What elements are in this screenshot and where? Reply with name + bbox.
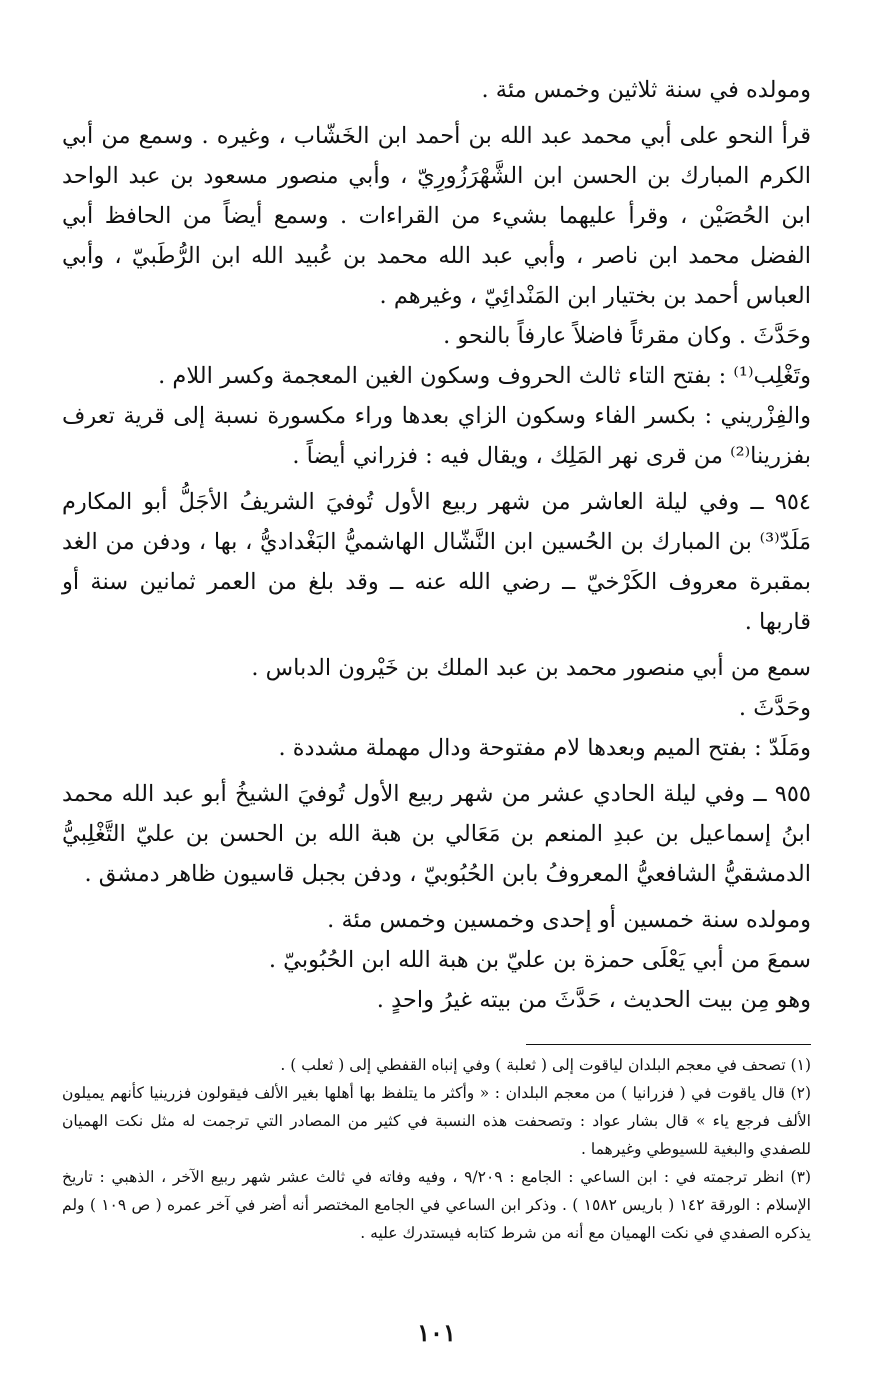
main-text [62, 70, 811, 1020]
paragraph-birth-955: ومولده سنة خمسين أو إحدى وخمسين وخمس مئة . [327, 907, 811, 933]
entry-955: ٩٥٥ ــ وفي ليلة الحادي عشر من شهر ربيع الأول تُوفيَ الشيخُ أبو عبد الله محمد ابنُ إسماعيل بن عبدِ المنعم بن مَعَالي بن هبة الله بن الحسن بن عليّ التَّغْلِبيُّ الدمشقيُّ الشافعيُّ المعروفُ بابن الحُبُوبيّ ، ودفن بجبل قاسيون ظاهر دمشق . [62, 781, 811, 887]
paragraph-malad: ومَلَدّ : بفتح الميم وبعدها لام مفتوحة ودال مهملة مشددة . [278, 735, 811, 761]
paragraph-heard-954: سمع من أبي منصور محمد بن عبد الملك بن خَيْرون الدباس . [251, 655, 811, 681]
paragraph-heard-955: سمعَ من أبي يَعْلَى حمزة بن عليّ بن هبة الله ابن الحُبُوبيّ . [268, 947, 811, 973]
paragraph-teachers: قرأ النحو على أبي محمد عبد الله بن أحمد ابن الخَشّاب ، وغيره . وسمع من أبي الكرم المبارك بن الحسن ابن الشَّهْرَزُورِيّ ، وأبي منصور مسعود بن عبد الواحد ابن الحُصَيْن ، وقرأ عليهما بشيء من القراءات . وسمع أيضاً من الحافظ أبي الفضل محمد ابن ناصر ، وأبي عبد الله محمد بن عُبيد الله ابن الرُّطَبيّ ، وأبي العباس أحمد بن بختيار ابن المَنْدائِيّ ، وغيرهم . [62, 123, 811, 309]
paragraph-birth: ومولده في سنة ثلاثين وخمس مئة . [481, 77, 811, 103]
entry-954: ٩٥٤ ــ وفي ليلة العاشر من شهر ربيع الأول تُوفيَ الشريفُ الأجَلُّ أبو المكارم مَلَدّ⁽³⁾ بن المبارك بن الحُسين ابن النَّشّال الهاشميُّ البَغْداديُّ ، بها ، ودفن من الغد بمقبرة معروف الكَرْخيّ ــ رضي الله عنه ــ وقد بلغ من العمر ثمانين سنة أو قاربها . [62, 489, 811, 635]
footnote-2: (٢) قال ياقوت في ( فزرانيا ) من معجم البلدان : « وأكثر ما يتلفظ بها أهلها بغير الألف فيقولون فزرينيا كأنهم يميلون الألف فرجع ياء » قال بشار عواد : وتصحفت هذه النسبة في كثير من المصادر التي ترجمت له مثل نكت الهميان للصفدي والبغية للسيوطي وغيرهما . [62, 1084, 811, 1158]
footnote-divider [526, 1044, 811, 1045]
paragraph-taghlib: وتَغْلِب⁽¹⁾ : بفتح التاء ثالث الحروف وسكون الغين المعجمة وكسر اللام . [158, 363, 811, 389]
paragraph-narrated-954: وحَدَّثَ . [738, 695, 811, 721]
footnote-1: (١) تصحف في معجم البلدان لياقوت إلى ( ثعلبة ) وفي إنباه القفطي إلى ( ثعلب ) . [280, 1056, 811, 1074]
page-number: ١٠١ [417, 1318, 456, 1347]
paragraph-fizrini: والفِزْريني : بكسر الفاء وسكون الزاي بعدها وراء مكسورة نسبة إلى قرية تعرف بفزرينا⁽²⁾ من قرى نهر المَلِك ، ويقال فيه : فزراني أيضاً . [62, 403, 811, 469]
paragraph-house-955: وهو مِن بيت الحديث ، حَدَّثَ من بيته غيرُ واحدٍ . [376, 987, 811, 1013]
footnotes [62, 1051, 811, 1247]
paragraph-narrated: وحَدَّثَ . وكان مقرئاً فاضلاً عارفاً بالنحو . [443, 323, 811, 349]
footnote-3: (٣) انظر ترجمته في : ابن الساعي : الجامع : ٩/٢٠٩ ، وفيه وفاته في ثالث عشر شهر ربيع الآخر ، الذهبي : تاريخ الإسلام : الورقة ١٤٢ ( باريس ١٥٨٢ ) . وذكر ابن الساعي في الجامع المختصر أنه أضر في آخر عمره ( ص ١٠٩ ) ولم يذكره الصفدي في نكت الهميان مع أنه من شرط كتابه فيستدرك عليه . [62, 1168, 811, 1242]
